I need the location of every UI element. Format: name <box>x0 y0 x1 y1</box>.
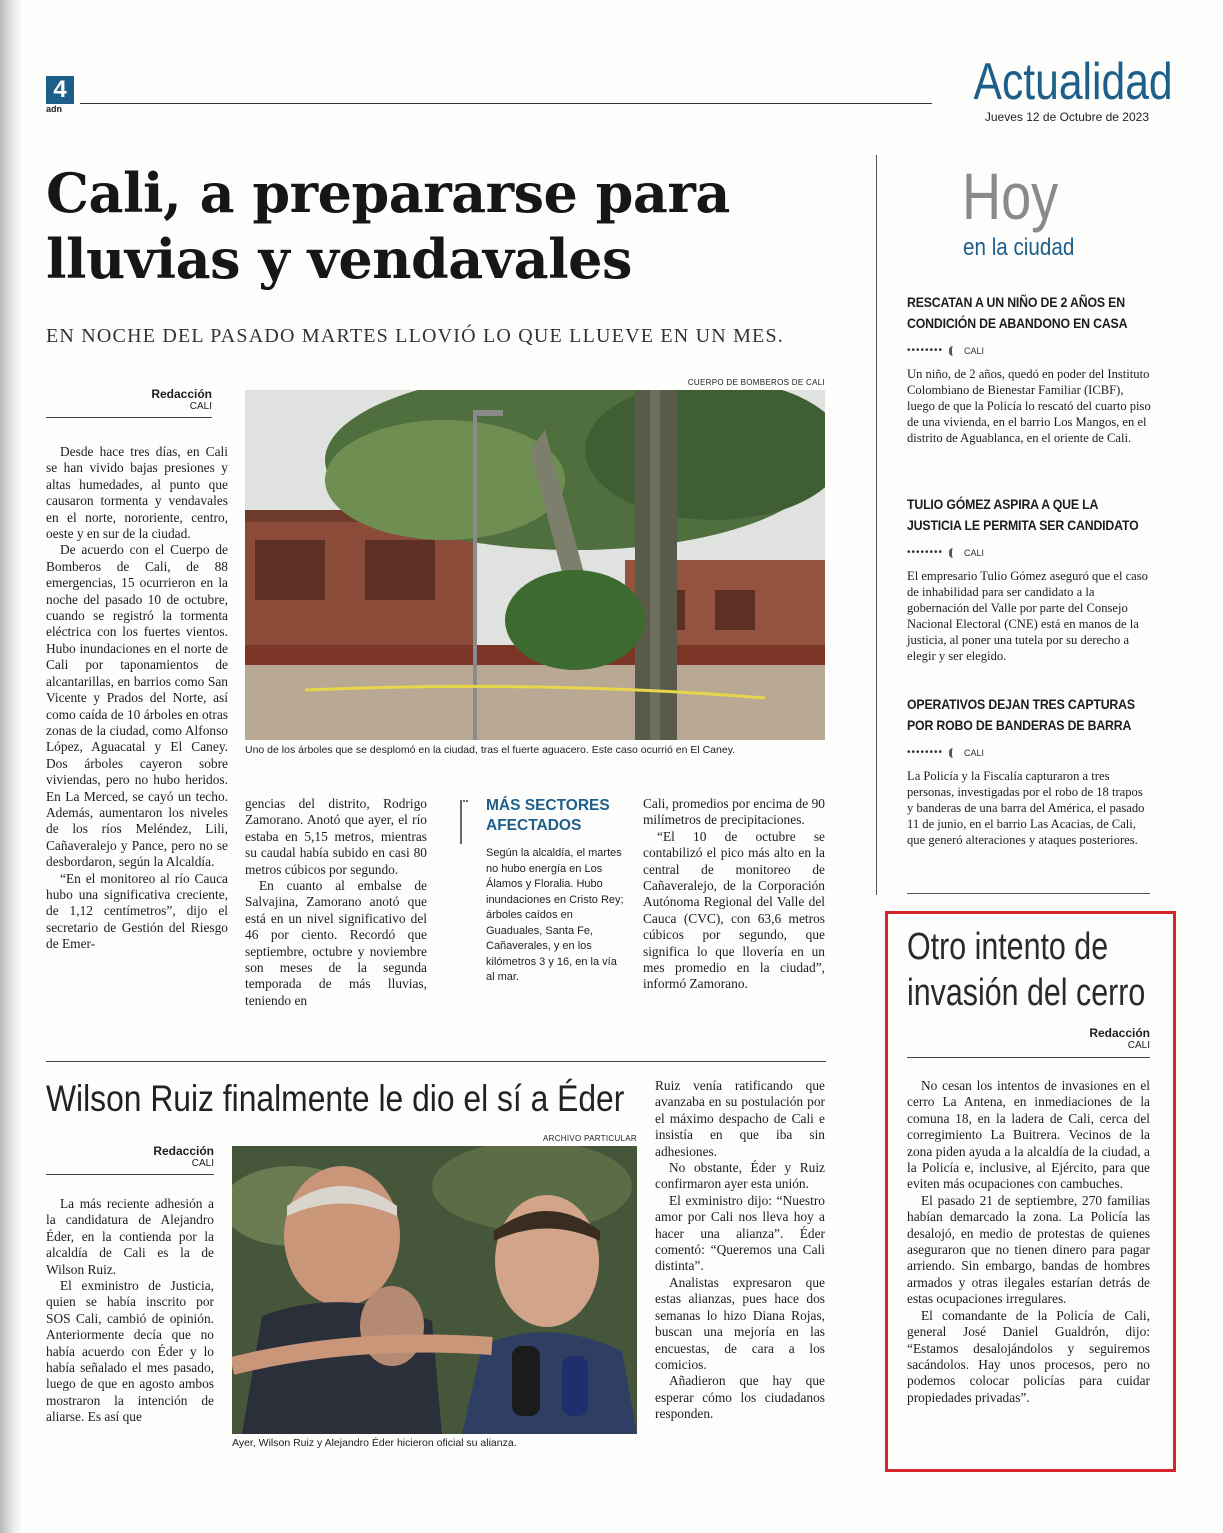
sidebar-text: Según la alcaldía, el martes no hubo energía en Los Álamos y Floralia. Hubo inundaciones en Cristo Rey; árboles caídos en Guaduales, Santa Fe, Cañaverales, y en los kilómetros 3 y 16, en la vía al mar. <box>486 847 624 983</box>
dotted-leader-icon: •••••••• <box>907 547 944 558</box>
main-col4 <box>643 796 825 993</box>
section-title: Actualidad <box>973 53 1173 111</box>
news-item-2-text: El empresario Tulio Gómez aseguró que el caso de inhabilidad para ser candidato a la gobernación del Valle por parte del Consejo Nacional Electoral (CNE) está en manos de la justicia, al poner una tutela por su derecho a elegir y ser elegido. <box>907 569 1148 663</box>
sidebar-title-line2: AFECTADOS <box>486 817 582 834</box>
news-item-3-title: OPERATIVOS DEJAN TRES CAPTURAS POR ROBO DE BANDERAS DE BARRA <box>907 696 1135 733</box>
brand-logo: adn <box>46 104 63 114</box>
right-column-rule <box>876 155 877 895</box>
box-byline-rule <box>907 1057 1150 1058</box>
box-byline <box>907 1026 1150 1051</box>
second-photo-caption: Ayer, Wilson Ruiz y Alejandro Éder hicieron oficial su alianza. <box>232 1437 517 1449</box>
sidebar-title <box>486 796 625 836</box>
main-col1 <box>46 444 228 953</box>
second-col3-p4: Analistas expresaron que estas alianzas, pues hace dos semanas lo hizo Diana Rojas, buscan una mejoría en las encuestas, de cara a los comicios. <box>655 1274 825 1372</box>
news-item-3-meta <box>907 747 984 758</box>
main-byline-city: CALI <box>189 401 212 412</box>
main-col2 <box>245 796 427 1009</box>
page-number-badge <box>46 76 74 116</box>
news-item-1-city: CALI <box>964 345 985 356</box>
second-col1-p2: El exministro de Justicia, quien se había inscrito por SOS Cali, cambió de opinión. Anteriormente decía que no había acuerdo con Éder y lo había señalado el mes pasado, luego de que en agosto ambos mostraron la intención de aliarse. Es así que <box>46 1278 214 1425</box>
page-edge-shadow <box>0 0 22 1533</box>
second-photo-credit: ARCHIVO PARTICULAR <box>542 1134 637 1143</box>
news-item-1-title: RESCATAN A UN NIÑO DE 2 AÑOS EN CONDICIÓN DE ABANDONO EN CASA <box>907 294 1128 331</box>
box-byline-city: CALI <box>1127 1040 1150 1051</box>
second-col3-p5: Añadieron que hay que esperar cómo los ciudadanos responden. <box>655 1373 825 1422</box>
second-photo-alliance <box>232 1146 637 1434</box>
second-byline-name: Redacción <box>153 1144 214 1158</box>
box-p1: No cesan los intentos de invasiones en el cerro La Antena, en inmediaciones de la comuna 18, en la ladera de Cali, cerca del corregimiento La Buitrera. Vecinos de la zona piden ayuda a la alcaldía de la ciudad, a la Policía e, inclusive, al Ejército, para que eviten más ocupaciones con cambuches. <box>907 1078 1150 1192</box>
article-divider <box>46 1061 826 1062</box>
header-rule <box>80 103 932 104</box>
main-photo-credit: CUERPO DE BOMBEROS DE CALI <box>687 378 825 387</box>
main-col2-p1: gencias del distrito, Rodrigo Zamorano. Anotó que ayer, el río estaba en 5,15 metros, mientras su caudal había subido en casi 80 metros cúbicos por segundo. <box>245 796 427 877</box>
main-headline-line2: lluvias y vendavales <box>46 227 632 291</box>
main-photo-tree <box>245 390 825 740</box>
dotted-leader-icon: •••••••• <box>907 345 944 356</box>
news-item-2-city: CALI <box>964 547 985 558</box>
news-item-2-title: TULIO GÓMEZ ASPIRA A QUE LA JUSTICIA LE PERMITA SER CANDIDATO <box>907 496 1139 533</box>
second-col3-p2: No obstante, Éder y Ruiz confirmaron ayer esta unión. <box>655 1160 825 1192</box>
news-item-3-text: La Policía y la Fiscalía capturaron a tres personas, investigadas por el robo de 18 trapos y banderas de una barra del América, el pasado 11 de junio, en el barrio Las Acacias, de Cali, que generó alteraciones y ataques posteriores. <box>907 769 1145 847</box>
box-headline <box>907 924 1147 1016</box>
second-byline-rule <box>46 1174 214 1175</box>
page-number: 4 <box>46 76 74 104</box>
news-item-3-city: CALI <box>964 747 985 758</box>
main-byline-rule <box>46 417 212 418</box>
sidebar-box <box>460 796 625 986</box>
second-headline: Wilson Ruiz finalmente le dio el sí a Éder <box>46 1078 625 1119</box>
sidebar-bracket <box>460 800 468 844</box>
second-col3-p3: El exministro dijo: “Nuestro amor por Cali nos lleva hoy a hacer una alianza”. Éder comentó: “Queremos una Cali distinta”. <box>655 1192 825 1274</box>
main-col1-p2: De acuerdo con el Cuerpo de Bomberos de Cali, de 88 emergencias, 15 ocurrieron en la noche del pasado 10 de octubre, cuando se registró la tormenta eléctrica con los fuertes vientos. Hubo inundaciones en el norte de Cali por taponamientos de alcantarillas, en barrios como San Vicente y Prados del Norte, así como caída de 10 árboles en otras zonas de la ciudad, como Alfonso López, Aguacatal y El Caney. Dos árboles cayeron sobre viviendas, pero no hubo heridos. En La Merced, se cayó un techo. Además, aumentaron los niveles de los ríos Meléndez, Lili, Cañaveralejo y Pance, pero no se desbordaron, según la Alcaldía. <box>46 542 228 870</box>
right-divider <box>907 893 1150 894</box>
main-headline <box>46 160 846 292</box>
second-col1-p1: La más reciente adhesión a la candidatura de Alejandro Éder, en la contienda por la alcaldía de Cali es la de Wilson Ruiz. <box>46 1196 214 1277</box>
second-col3 <box>655 1078 825 1423</box>
quote-mark-icon <box>949 346 958 356</box>
main-col1-p3: “En el monitoreo al río Cauca hubo una significativa creciente, de 1,12 centímetros”, dijo el secretario de Gestión del Riesgo de Emer- <box>46 870 228 952</box>
main-col1-p1: Desde hace tres días, en Cali se han vivido bajas presiones y altas humedades, al punto que causaron tormenta y vendavales en el norte, nororiente, centro, oeste y en sur de la ciudad. <box>46 444 228 542</box>
hoy-subtitle: en la ciudad <box>963 234 1075 261</box>
main-headline-line1: Cali, a prepararse para <box>46 161 730 225</box>
news-item-1-text: Un niño, de 2 años, quedó en poder del Instituto Colombiano de Bienestar Familiar (ICBF), luego de que la Policía lo rescató del cuarto piso de una vivienda, en el barrio Los Mangos, en el distrito de Aguablanca, en el oriente de Cali. <box>907 367 1151 445</box>
sidebar-title-line1: MÁS SECTORES <box>486 797 610 814</box>
second-byline <box>46 1144 214 1169</box>
box-headline-line1: Otro intento de <box>907 926 1109 968</box>
box-headline-line2: invasión del cerro <box>907 972 1146 1014</box>
second-col3-p1: Ruiz venía ratificando que avanzaba en su postulación por el máximo despacho de Cali e insistía en que iba sin adhesiones. <box>655 1078 825 1159</box>
news-item-2-meta <box>907 547 984 558</box>
main-byline <box>46 387 212 412</box>
issue-date: Jueves 12 de Octubre de 2023 <box>984 110 1149 124</box>
box-byline-name: Redacción <box>1089 1026 1150 1040</box>
second-col1 <box>46 1196 214 1426</box>
second-byline-city: CALI <box>191 1158 214 1169</box>
quote-mark-icon <box>949 748 958 758</box>
main-col2-p2: En cuanto al embalse de Salvajina, Zamorano anotó que está en un nivel significativo del 46 por ciento. Recordó que septiembre, octubre y noviembre son meses de la segunda temporada de más lluvias, teniendo en <box>245 878 427 1008</box>
main-photo-caption: Uno de los árboles que se desplomó en la ciudad, tras el fuerte aguacero. Este caso ocurrió en El Caney. <box>245 744 736 756</box>
main-subhead: EN NOCHE DEL PASADO MARTES LLOVIÓ LO QUE LLUEVE EN UN MES. <box>46 325 784 347</box>
main-col4-p1: Cali, promedios por encima de 90 milímetros de precipitaciones. <box>643 796 825 828</box>
box-body <box>907 1078 1150 1406</box>
main-byline-name: Redacción <box>151 387 212 401</box>
news-item-1-meta <box>907 345 984 356</box>
dotted-leader-icon: •••••••• <box>907 747 944 758</box>
box-p3: El comandante de la Policía de Cali, general José Daniel Gualdrón, dijo: “Estamos desalojándolos y seguiremos sacándolos. Hay unos procesos, pero no podemos colocar policías para cuidar propiedades privadas”. <box>907 1307 1150 1405</box>
main-col4-p2: “El 10 de octubre se contabilizó el pico más alto en la central de monitoreo de Cañaveralejo, de la Corporación Autónoma Regional del Valle del Cauca (CVC), con 63,6 metros cúbicos por segundo, que significa lo que llovería en un mes promedio en la ciudad”, informó Zamorano. <box>643 828 825 992</box>
quote-mark-icon <box>949 548 958 558</box>
box-p2: El pasado 21 de septiembre, 270 familias habían demarcado la zona. La Policía las desalojó, en medio de protestas de quienes aseguraron que no tienen dinero para pagar arriendo. Sin embargo, bandas de hombres armados y otras ilegales estarían detrás de estas ocupaciones irregulares. <box>907 1192 1150 1307</box>
hoy-title: Hoy <box>962 159 1059 233</box>
